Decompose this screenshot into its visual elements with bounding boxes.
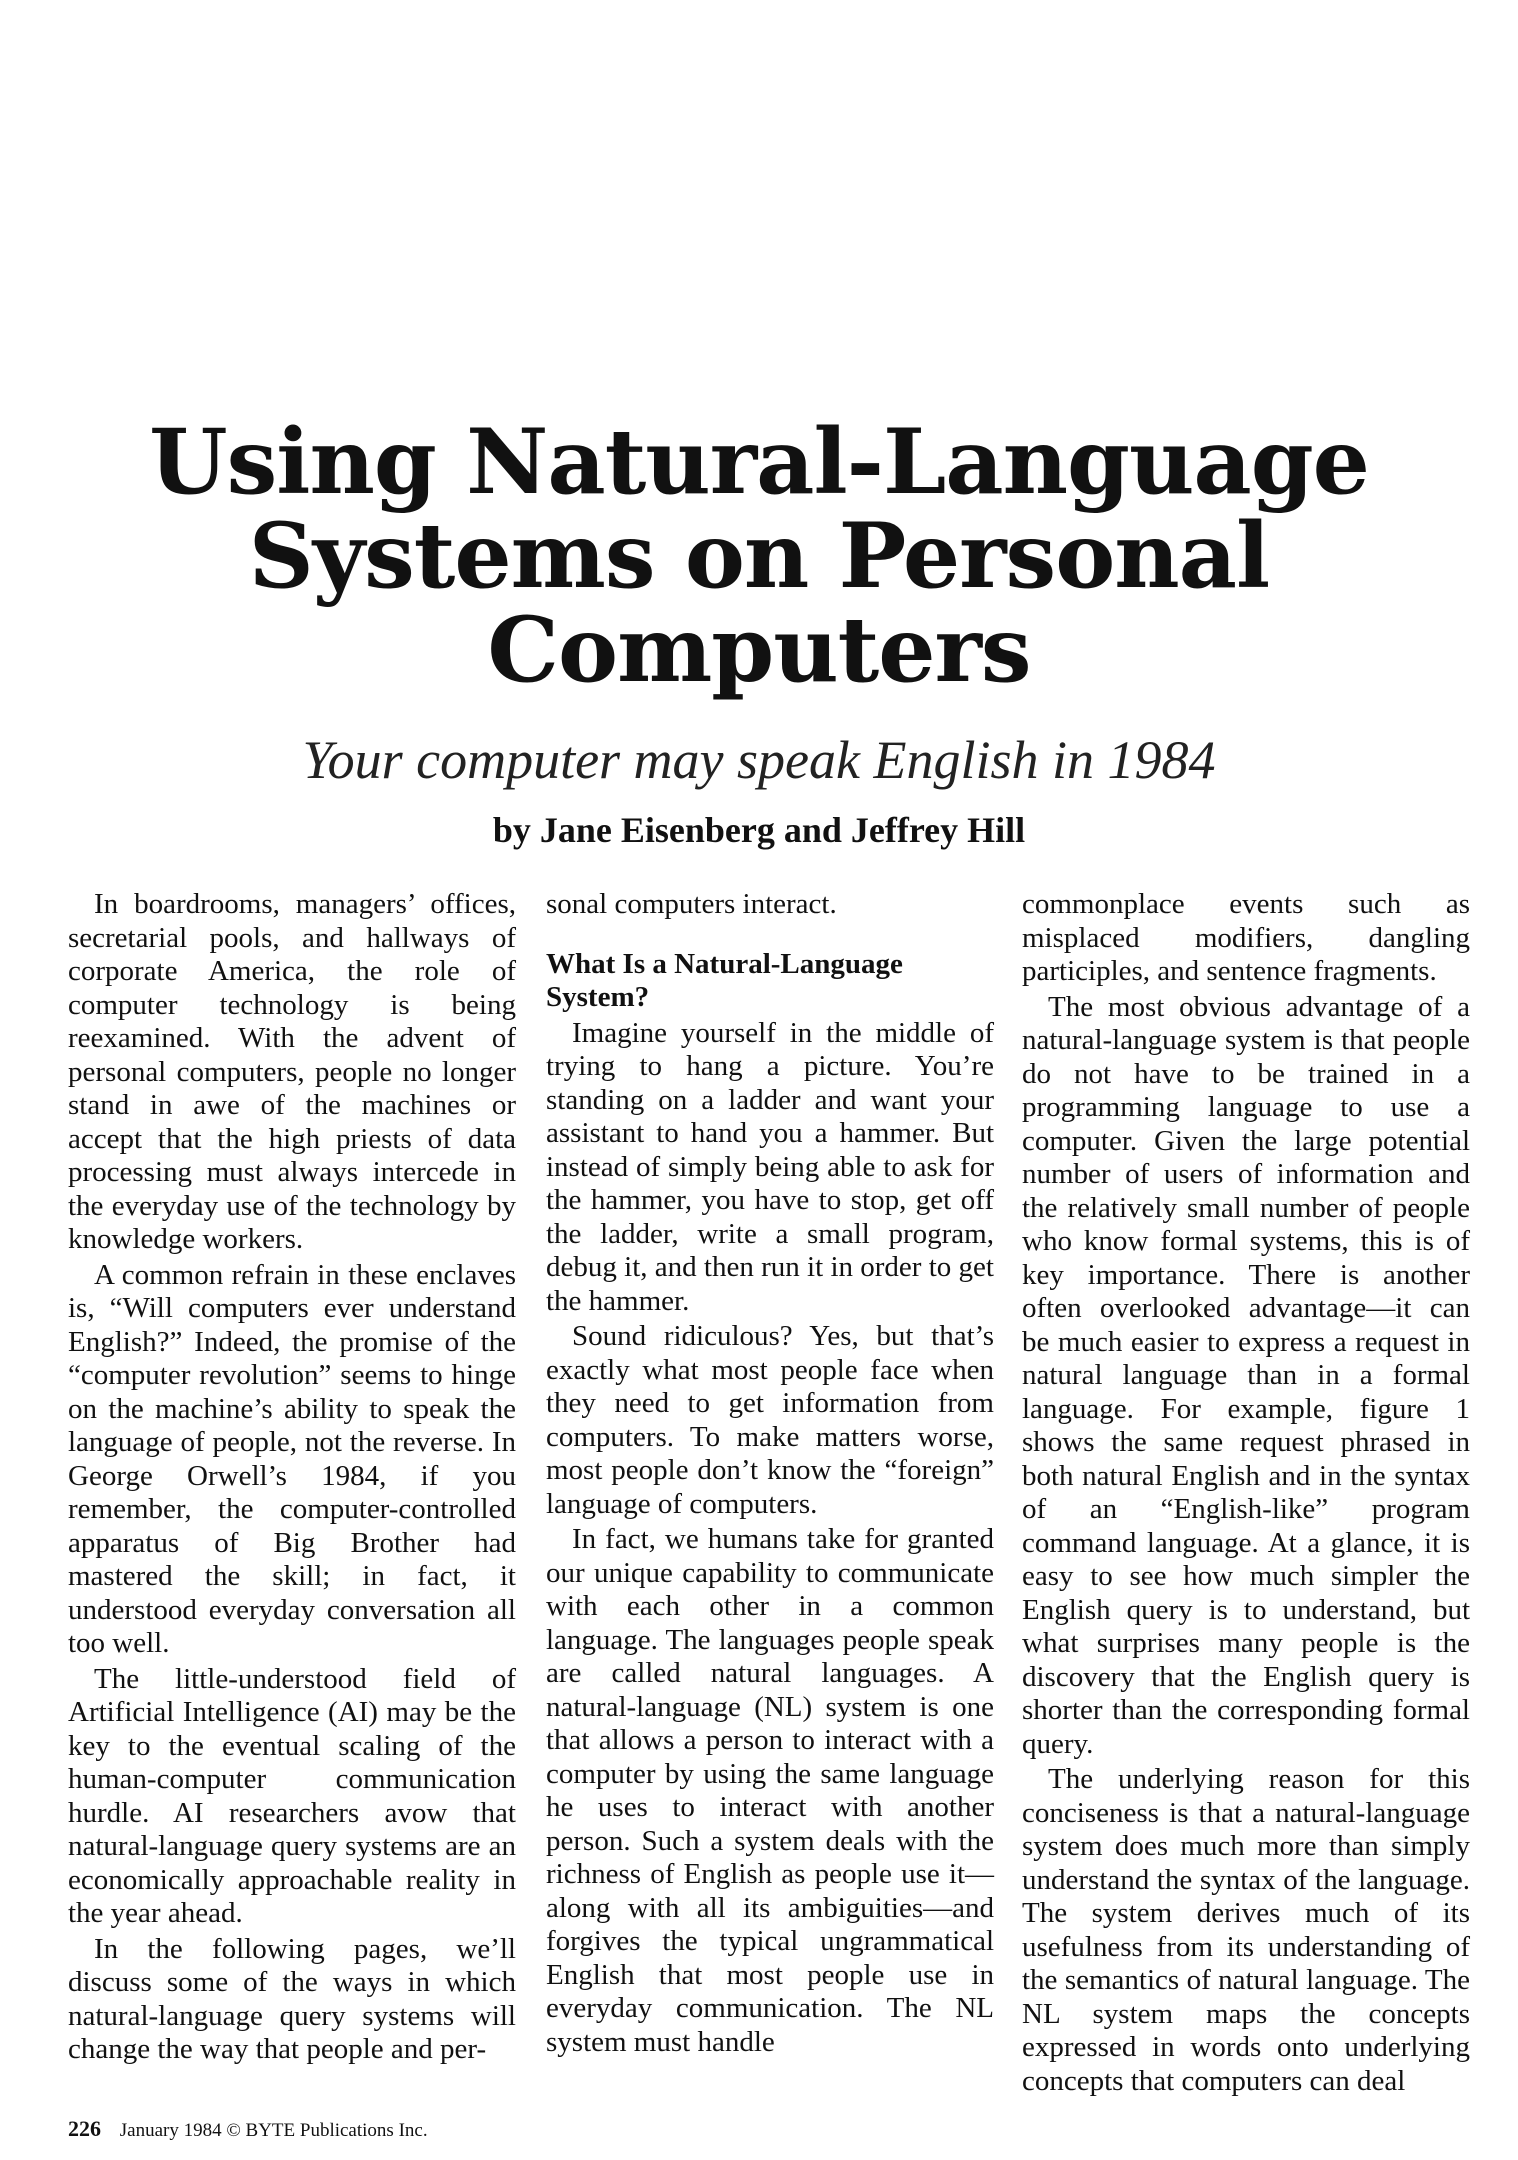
title-line-3: Computers xyxy=(487,597,1031,703)
paragraph: A common refrain in these enclaves is, “Will computers ever understand English?” Indeed, the promise of the “computer revolution” seems to hinge on the machine’s ability to speak the language of people, not the reverse. In George Orwell’s 1984, if you remember, the computer-controlled apparatus of Big Brother had mastered the skill; in fact, it understood everyday conversation all too well. xyxy=(68,1258,516,1659)
article-byline: by Jane Eisenberg and Jeffrey Hill xyxy=(492,810,1026,850)
paragraph-continued: commonplace events such as misplaced modifiers, dangling participles, and sentence fragments. xyxy=(1022,888,1470,987)
paragraph: The little-understood field of Artificial Intelligence (AI) may be the key to the eventual scaling of the human-computer communication hurdle. AI researchers avow that natural-language query systems are an economically approachable reality in the year ahead. xyxy=(68,1662,516,1929)
text-column-3 xyxy=(1022,888,1470,2098)
paragraph: In the following pages, we’ll discuss some of the ways in which natural-language query systems will change the way that people and per- xyxy=(68,1932,516,2065)
text-column-1 xyxy=(68,888,516,2067)
title-line-1: Using Natural-Language xyxy=(149,409,1369,515)
paragraph-continued: sonal computers interact. xyxy=(546,888,837,920)
footer-credit: January 1984 © BYTE Publications Inc. xyxy=(119,2120,428,2141)
paragraph: Sound ridiculous? Yes, but that’s exactly what most people face when they need to get information from computers. To make matters worse, most people don’t know the “foreign” language of computers. xyxy=(546,1320,994,1520)
text-column-2 xyxy=(546,888,994,2059)
article-subtitle: Your computer may speak English in 1984 xyxy=(302,730,1216,790)
article-title xyxy=(0,409,1518,703)
title-line-2: Systems on Personal xyxy=(248,503,1270,609)
page-number: 226 xyxy=(68,2116,101,2141)
paragraph: The underlying reason for this conciseness is that a natural-language system does much more than simply understand the syntax of the language. The system derives much of its usefulness from its understanding of the semantics of natural language. The NL system maps the concepts expressed in words onto underlying concepts that computers can deal xyxy=(1022,1763,1470,2097)
section-heading: What Is a Natural-Language System? xyxy=(546,947,903,1013)
paragraph: Imagine yourself in the middle of trying to hang a picture. You’re standing on a ladder and want your assistant to hand you a hammer. But instead of simply being able to ask for the hammer, you have to stop, get off the ladder, write a small program, debug it, and then run it in order to get the hammer. xyxy=(546,1016,994,1317)
title-block xyxy=(0,409,1518,851)
page-footer xyxy=(68,2118,428,2142)
paragraph: In boardrooms, managers’ offices, secretarial pools, and hallways of corporate America, the role of computer technology is being reexamined. With the advent of personal computers, people no longer stand in awe of the machines or accept that the high priests of data processing must always intercede in the everyday use of the technology by knowledge workers. xyxy=(68,888,516,1255)
paragraph: In fact, we humans take for granted our unique capability to communicate with each other in a common language. The languages people speak are called natural languages. A natural-language (NL) system is one that allows a person to interact with a computer by using the same language he uses to interact with another person. Such a system deals with the richness of English as people use it—along with all its ambiguities—and forgives the typical ungrammatical English that most people use in everyday communication. The NL system must handle xyxy=(546,1523,994,2058)
paragraph: The most obvious advantage of a natural-language system is that people do not have to be trained in a programming language to use a computer. Given the large potential number of users of information and the relatively small number of people who know formal systems, this is of key importance. There is another often overlooked advantage—it can be much easier to express a request in natural language than in a formal language. For example, figure 1 shows the same request phrased in both natural English and in the syntax of an “English-like” program command language. At a glance, it is easy to see how much simpler the English query is to understand, but what surprises many people is the discovery that the English query is shorter than the corresponding formal query. xyxy=(1022,990,1470,1760)
